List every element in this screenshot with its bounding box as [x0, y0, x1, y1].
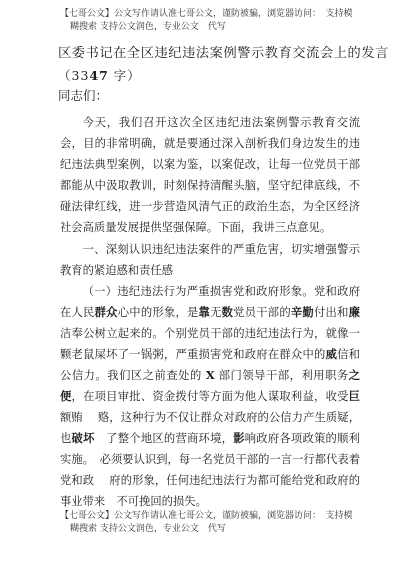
- greeting: 同志们：: [58, 88, 109, 103]
- bold-run: 廉: [348, 305, 360, 319]
- bold-run: 影: [233, 431, 245, 445]
- bold-run: 数: [221, 305, 234, 319]
- word-count-number: 33: [71, 68, 90, 83]
- text-run: 部门领导干部，利用职务: [214, 369, 349, 382]
- word-count-open: （: [58, 68, 72, 83]
- text-run: ，在项目审批、资金拨付等方面为他人谋取利益，收受: [71, 390, 349, 403]
- text-run: 党员干部的: [233, 306, 291, 319]
- promo-banner-line: 糊搜索 支持公文润色，专业公文 代写: [70, 22, 226, 32]
- promo-banner-line: 糊搜索 支持公文润色，专业公文 代写: [70, 524, 226, 534]
- text-run: 心中的形象，是: [117, 306, 199, 319]
- text-run: 额贿 赂，这种行为不仅让群众对政府的公信力产生质疑，也: [60, 411, 360, 445]
- bold-run: 靠: [198, 305, 211, 319]
- text-run: 付出和: [313, 306, 349, 319]
- bold-run: 威: [325, 347, 338, 361]
- speech-title: 区委书记在全区违纪违法案例警示教育交流会上的发言: [58, 46, 389, 61]
- text-run: 响政府各项政策的顺利实施。 必须要认识到，每一名党员干部的一言一行都代表着党和政 府的形象，任何违纪违法行为都可能给党和政府的事业带来 不可挽回的损失。: [60, 432, 360, 508]
- bold-run: 破坏: [71, 431, 95, 445]
- promo-banner-bottom: [60, 510, 360, 536]
- text-run: 信和公信力。我们区之前查处的: [60, 348, 360, 382]
- word-count-number-bold: 47: [89, 68, 109, 83]
- section-heading-1: 一、深刻认识违纪违法案件的严重危害，切实增强警示教育的紧迫感和责任感: [60, 243, 360, 277]
- word-count: [58, 66, 141, 86]
- bold-run: X: [205, 368, 215, 382]
- bold-run: 巨: [348, 389, 360, 403]
- text-run: 洁奉公树立起来的。个别党员干部的违纪违法行为，就像一颗老鼠屎坏了一锅粥，严重损害党和政府在群众中的: [60, 327, 360, 361]
- promo-banner-line: 【七哥公文】公文写作请认准七哥公文，谨防被骗，浏览器访问： 支持模: [60, 511, 353, 521]
- text-run: （一）违纪违法行为严重损害党和政府形象。党和政府在人民: [60, 285, 360, 319]
- bold-run: 辛勤: [290, 305, 314, 319]
- promo-banner-line: 【七哥公文】公文写作请认准七哥公文，谨防被骗，浏览器访问： 支持模: [60, 9, 353, 19]
- bold-run: 之便: [60, 368, 361, 403]
- paragraph-point-1: [60, 281, 360, 512]
- text-run: 无: [210, 306, 222, 319]
- word-count-unit: 字）: [108, 68, 141, 83]
- text-run: 了整个地区的营商环境，: [94, 432, 234, 445]
- promo-banner-top: [60, 8, 360, 34]
- bold-run: 群众: [94, 305, 118, 319]
- speech-body: [60, 112, 360, 512]
- paragraph-intro: 今天，我们召开这次全区违纪违法案例警示教育交流会，目的非常明确，就是要通过深入剖析我们身边发生的违纪违法典型案例，以案为鉴，以案促改，让每一位党员干部都能从中汲取教训，时刻保持清醒头脑，坚守纪律底线，不碰法律红线，进一步营造风清气正的政治生态，为全区经济社会高质量发展提供坚强保障。下面，我讲三点意见。: [60, 116, 360, 234]
